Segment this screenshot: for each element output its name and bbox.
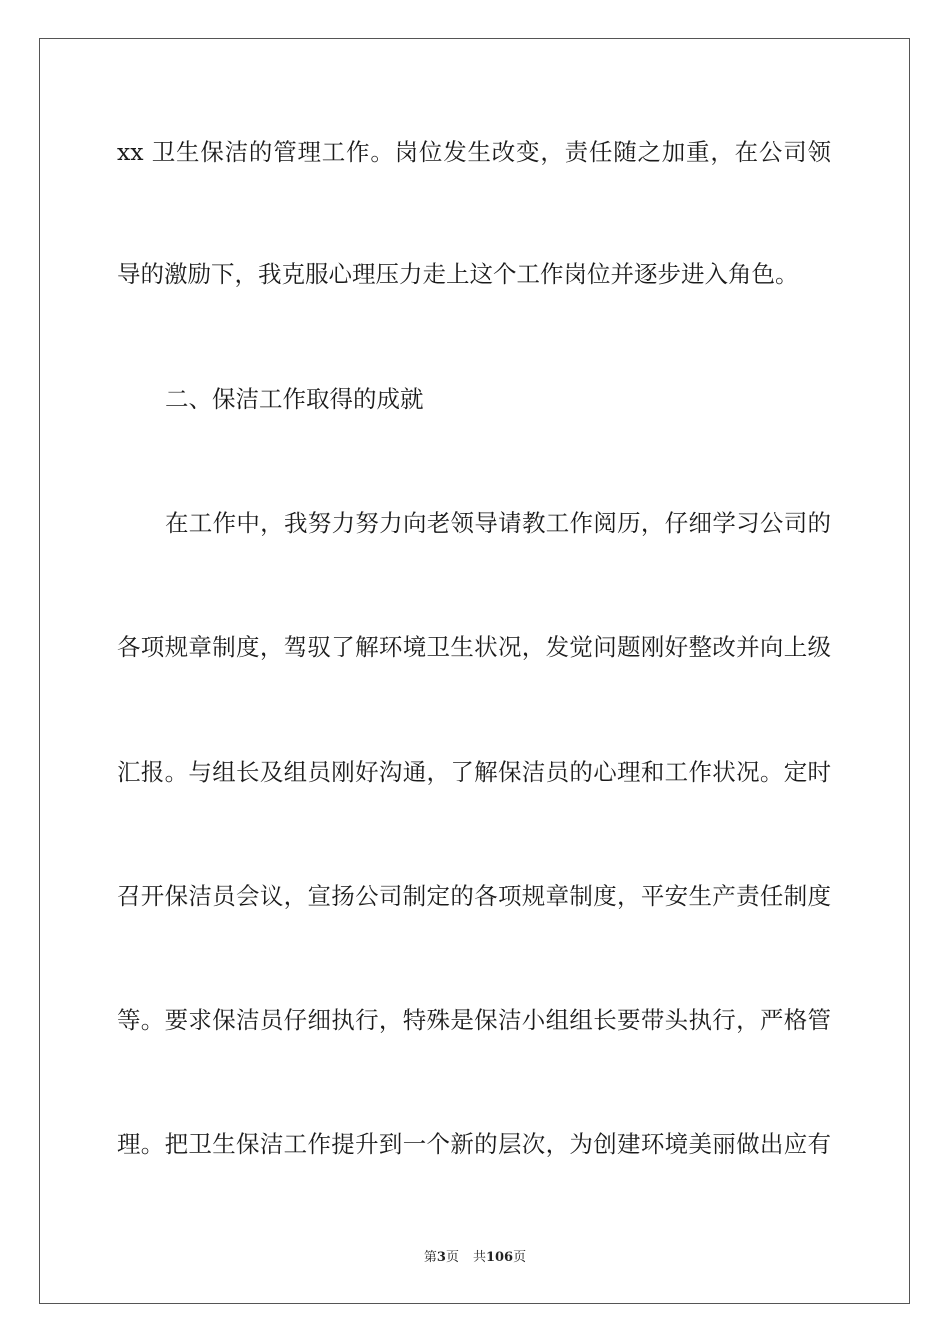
body-line-5: 各项规章制度，驾驭了解环境卫生状况，发觉问题刚好整改并向上级 bbox=[117, 633, 831, 661]
body-line-4: 在工作中，我努力努力向老领导请教工作阅历，仔细学习公司的 bbox=[165, 509, 831, 537]
body-line-2: 导的激励下，我克服心理压力走上这个工作岗位并逐步进入角色。 bbox=[117, 260, 799, 288]
page-footer bbox=[0, 1246, 950, 1265]
total-pages: 106 bbox=[485, 1250, 514, 1265]
body-line-8: 等。要求保洁员仔细执行，特殊是保洁小组组长要带头执行，严格管 bbox=[117, 1006, 831, 1034]
body-line-6: 汇报。与组长及组员刚好沟通，了解保洁员的心理和工作状况。定时 bbox=[117, 758, 831, 786]
body-line-7: 召开保洁员会议，宣扬公司制定的各项规章制度，平安生产责任制度 bbox=[117, 882, 831, 910]
body-line-1: xx 卫生保洁的管理工作。岗位发生改变，责任随之加重，在公司领 bbox=[117, 138, 831, 166]
body-line-9: 理。把卫生保洁工作提升到一个新的层次，为创建环境美丽做出应有 bbox=[117, 1130, 831, 1158]
page-prefix: 第 bbox=[423, 1250, 437, 1265]
total-suffix: 页 bbox=[513, 1250, 527, 1265]
page-frame bbox=[39, 38, 910, 1304]
page-suffix: 页 bbox=[445, 1250, 459, 1265]
page-number: 3 bbox=[436, 1250, 446, 1265]
total-prefix: 共 bbox=[472, 1250, 486, 1265]
section-heading: 二、保洁工作取得的成就 bbox=[165, 385, 424, 413]
